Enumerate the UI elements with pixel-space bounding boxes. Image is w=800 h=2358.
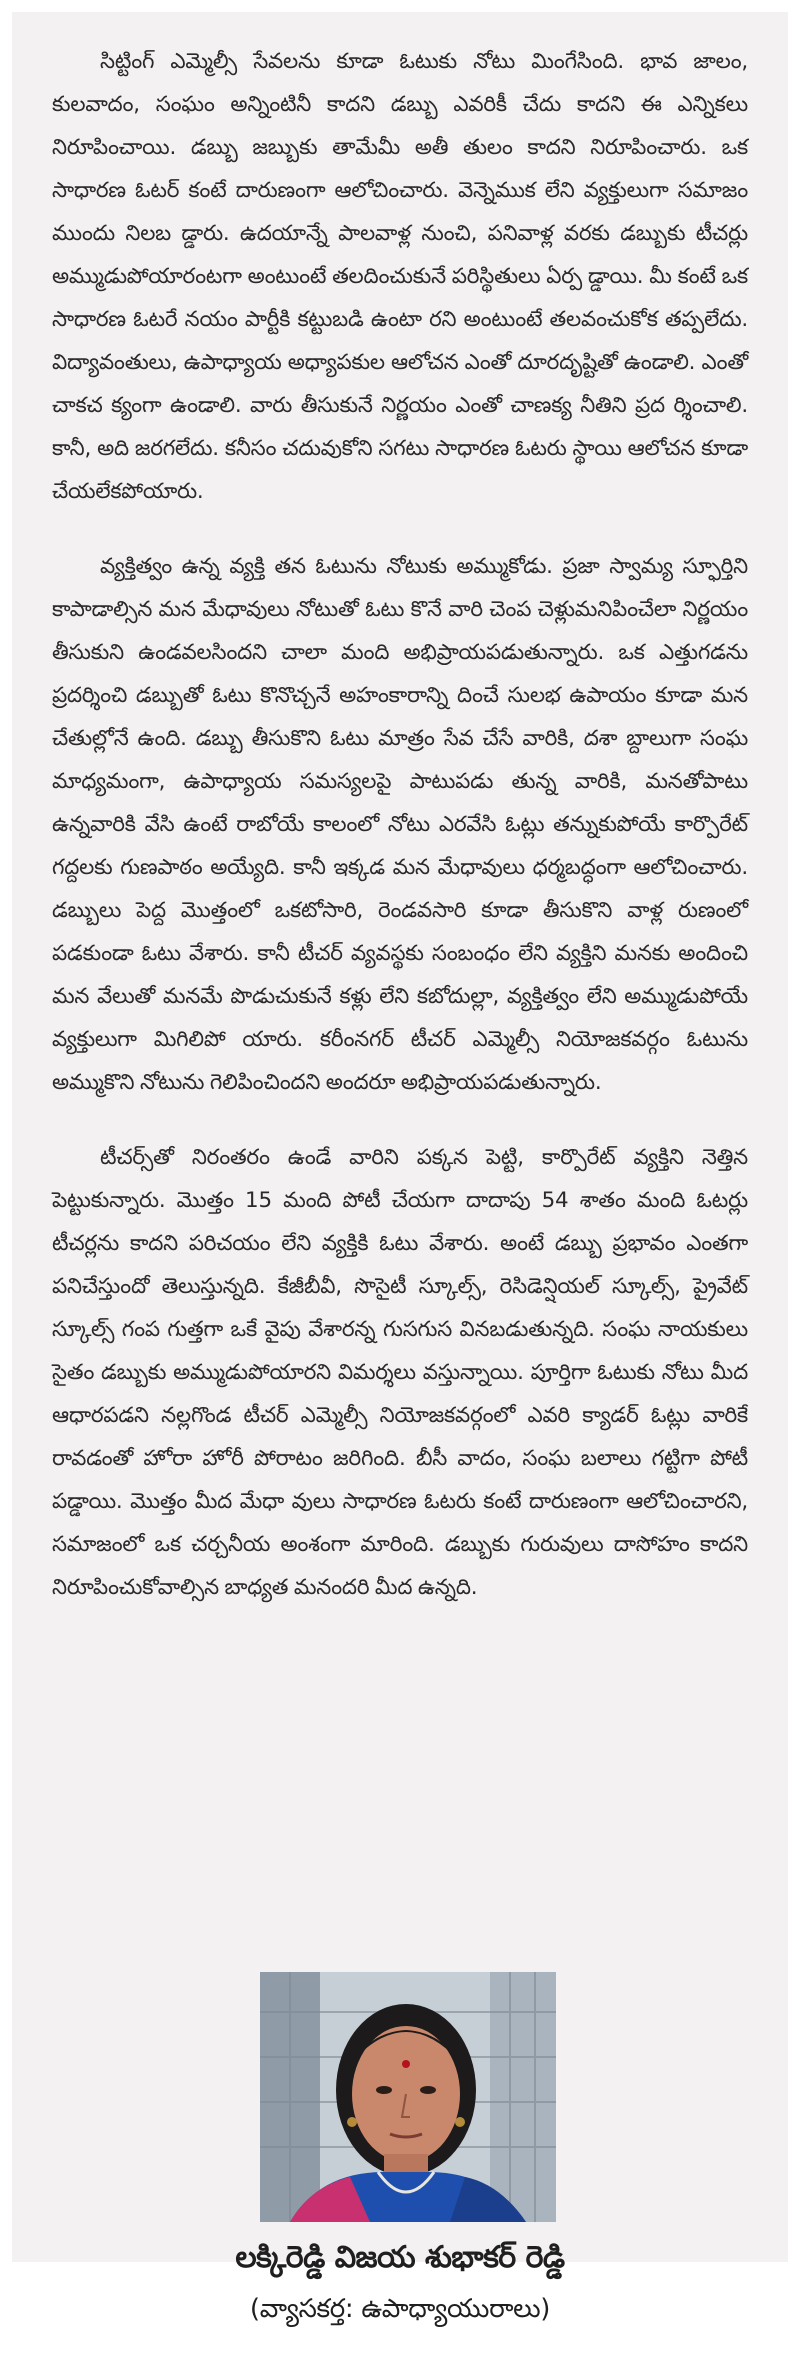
author-name: లక్కిరెడ్డి విజయ శుభాకర్‌ రెడ్డి (235, 2240, 565, 2275)
author-role: (వ్యాసకర్త: ఉపాధ్యాయురాలు) (249, 2294, 551, 2324)
author-portrait-image (260, 1972, 556, 2222)
article-container (12, 12, 788, 2324)
author-photo (260, 1972, 556, 2222)
article-paragraph-3: టీచర్స్‌తో నిరంతరం ఉండే వారిని పక్కన పెట్టి, కార్పొరేట్‌ వ్యక్తిని నెత్తిన పెట్టుకున్నారు. మొత్తం 15 మంది పోటీ చేయగా దాదాపు 54 శాతం మంది ఓటర్లు టీచర్లను కాదని పరిచయం లేని వ్యక్తికి ఓటు వేశారు. అంటే డబ్బు ప్రభావం ఎంతగా పనిచేస్తుందో తెలుస్తున్నది. కేజీబీవీ, సొసైటీ స్కూల్స్‌, రెసిడెన్షియల్‌ స్కూల్స్‌, ప్రైవేట్‌ స్కూల్స్‌ గంప గుత్తగా ఒకే వైపు వేశారన్న గుసగుస వినబడుతున్నది. సంఘ నాయకులు సైతం డబ్బుకు అమ్ముడుపోయారని విమర్శలు వస్తున్నాయి. పూర్తిగా ఓటుకు నోటు మీద ఆధారపడని నల్లగొండ టీచర్‌ ఎమ్మెల్సీ నియోజకవర్గంలో ఎవరి క్యాడర్‌ ఓట్లు వారికే రావడంతో హోరా హోరీ పోరాటం జరిగింది. బీసీ వాదం, సంఘ బలాలు గట్టిగా పోటీ పడ్డాయి. మొత్తం మీద మేధా వులు సాధారణ ఓటరు కంటే దారుణంగా ఆలోచించారని, సమాజంలో ఒక చర్చనీయ అంశంగా మారింది. డబ్బుకు గురువులు దాసోహం కాదని నిరూపించుకోవాల్సిన బాధ్యత మనందరి మీద ఉన్నది. (52, 1145, 748, 1600)
article-paragraph-2: వ్యక్తిత్వం ఉన్న వ్యక్తి తన ఓటును నోటుకు అమ్ముకోడు. ప్రజా స్వామ్య స్ఫూర్తిని కాపాడాల్సిన మన మేధావులు నోటుతో ఓటు కొనే వారి చెంప చెళ్లుమనిపించేలా నిర్ణయం తీసుకుని ఉండవలసిందని చాలా మంది అభిప్రాయపడుతున్నారు. ఒక ఎత్తుగడను ప్రదర్శించి డబ్బుతో ఓటు కొనొచ్చనే అహంకారాన్ని దించే సులభ ఉపాయం కూడా మన చేతుల్లోనే ఉంది. డబ్బు తీసుకొని ఓటు మాత్రం సేవ చేసే వారికి, దశా బ్దాలుగా సంఘ మాధ్యమంగా, ఉపాధ్యాయ సమస్యలపై పాటుపడు తున్న వారికి, మనతోపాటు ఉన్నవారికి వేసి ఉంటే రాబోయే కాలంలో నోటు ఎరవేసి ఓట్లు తన్నుకుపోయే కార్పొరేట్‌ గద్దలకు గుణపాఠం అయ్యేది. కానీ ఇక్కడ మన మేధావులు ధర్మబద్ధంగా ఆలోచించారు. డబ్బులు పెద్ద మొత్తంలో ఒకటోసారి, రెండవసారి కూడా తీసుకొని వాళ్ల రుణంలో పడకుండా ఓటు వేశారు. కానీ టీచర్‌ వ్యవస్థకు సంబంధం లేని వ్యక్తిని మనకు అందించి మన వేలుతో మనమే పొడుచుకునే కళ్లు లేని కబోదుల్లా, వ్యక్తిత్వం లేని అమ్ముడుపోయే వ్యక్తులుగా మిగిలిపో యారు. కరీంనగర్‌ టీచర్‌ ఎమ్మెల్సీ నియోజకవర్గం ఓటును అమ్ముకొని నోటును గెలిపించిందని అందరూ అభిప్రాయపడుతున్నారు. (52, 554, 748, 1095)
article-paragraph-1: సిట్టింగ్‌ ఎమ్మెల్సీ సేవలను కూడా ఓటుకు నోటు మింగేసింది. భావ జాలం, కులవాదం, సంఘం అన్నింటినీ కాదని డబ్బు ఎవరికీ చేదు కాదని ఈ ఎన్నికలు నిరూపించాయి. డబ్బు జబ్బుకు తామేమీ అతీ తులం కాదని నిరూపించారు. ఒక సాధారణ ఓటర్‌ కంటే దారుణంగా ఆలోచించారు. వెన్నెముక లేని వ్యక్తులుగా సమాజం ముందు నిలబ డ్డారు. ఉదయాన్నే పాలవాళ్ల నుంచి, పనివాళ్ల వరకు డబ్బుకు టీచర్లు అమ్ముడుపోయారంటగా అంటుంటే తలదించుకునే పరిస్థితులు ఏర్ప డ్డాయి. మీ కంటే ఒక సాధారణ ఓటరే నయం పార్టీకి కట్టుబడి ఉంటా రని అంటుంటే తలవంచుకోక తప్పలేదు. విద్యావంతులు, ఉపాధ్యాయ అధ్యాపకుల ఆలోచన ఎంతో దూరదృష్టితో ఉండాలి. ఎంతో చాకచ క్యంగా ఉండాలి. వారు తీసుకునే నిర్ణయం ఎంతో చాణక్య నీతిని ప్రద ర్శించాలి. కానీ, అది జరగలేదు. కనీసం చదువుకోని సగటు సాధారణ ఓటరు స్థాయి ఆలోచన కూడా చేయలేకపోయారు. (52, 49, 748, 504)
